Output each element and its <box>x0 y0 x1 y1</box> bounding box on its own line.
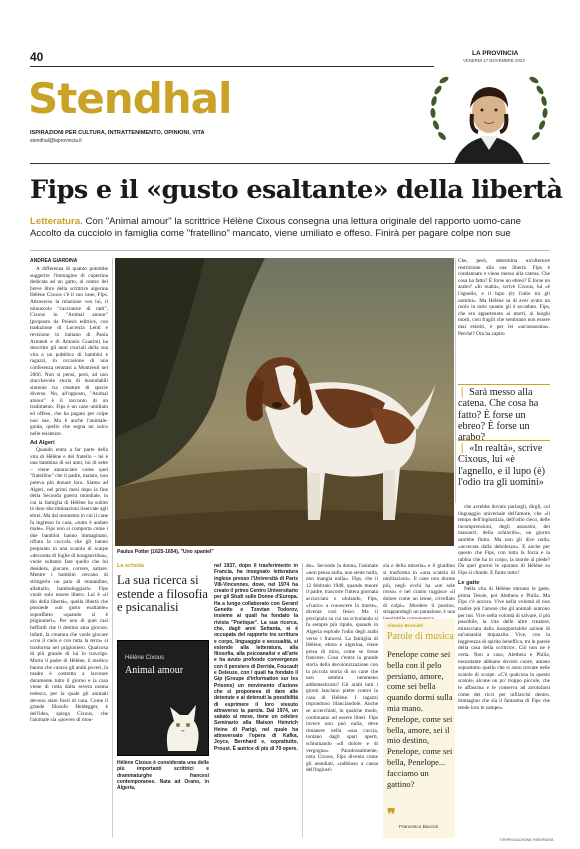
quote-bullet-icon: ❘ <box>458 387 467 398</box>
poem-title: Parole di musica <box>387 631 454 642</box>
book-cover <box>117 640 209 756</box>
col-right-subhead: Le gatte <box>458 579 480 586</box>
poem-text: Penelope come sei bella con il pelo persiano, amore, come sei bella quando dormi sulla mia mano. Penelope, come sei bella, amore, sei il mio destino, Penelope, come sei bella, Penelope... facciamo un gattino? <box>387 649 453 789</box>
poem-kicker: Alessio Brunialti <box>387 623 424 628</box>
article-column-1 <box>30 266 108 838</box>
scheda-title: La sua ricerca si estende a filosofia e psicanalisi <box>117 573 208 614</box>
copyright-note: ©RIPRODUZIONE RISERVATA <box>500 838 554 842</box>
newspaper-name: LA PROVINCIA <box>472 50 519 57</box>
article-column-right-2 <box>458 504 550 838</box>
page-date: VENERDÌ 17 NOVEMBRE 2023 <box>463 58 525 63</box>
section-email: stendhal@laprovincia.it <box>30 138 82 144</box>
scheda-text: nel 1937, dopo il trasferimento in Francia, ha insegnato letteratura inglese presso l'Università di Paris VIII-Vincennes, dove, nel 1974 ha creato il primo Centro Universitario per gli Studi sulle Donne d'Europa. Ha a lungo collaborato con Gerard Genette e Tzevtan Todorov, insieme ai quali ha fondato la rivista "Poetique". La sua ricerca, che, dagli anni Settanta, si è occupata del rapporto tra scrittura e corpo, linguaggio e sessualità, si estende alla letteratura, alla filosofia, alla psicoanalisi e all'arte e ha avuto profonde convergenze con il pensiero di Derrida, Foucault e Deleuze, con i quali ha fondato il Gip (Groupe d'information sur les Prisons) un movimento d'azione che si proponeva di dare alle detenute e ai detenuti la possibilità di esprimere il loro vissuto attraverso la parola. Dal 1974, un sabato al mese, tiene un celebre Seminario alla Maison Heinrich Heine di Parigi, nel quale ha attraversato l'opera di Kafka, Joyce, Bernhard e, soprattutto, Proust. È autrice di più di 70 opere. <box>214 563 298 752</box>
book-author: Hélène Cixous <box>125 655 165 661</box>
standfirst-text: Con "Animal amour" la scrittrice Hélène Cixous consegna una lettura originale del rapporto uomo-cane Accolto da cucciolo in famiglia come "fratellino" mancato, viene umiliato e offeso. Finirà per pagare colpe non sue <box>30 216 522 239</box>
quote-bullet-icon: ❘ <box>458 443 467 454</box>
painting-spaniel <box>115 258 454 546</box>
col1-text-2: Quando entra a far parte della vita di Hélène e del fratello – lei è una bambina di sei anni, lui di sette – viene annunciato come quel "fratellino" che il padre, malato, non poteva più donare loro. Siamo ad Algeri, nei primi mesi dopo la fine della Seconda guerra mondiale, in cui la famiglia di Hélène ha subito le dure discriminazioni riservate agli ebrei. Ma dal momento in cui il cane fa ingresso in casa, «tutto è andato male». Fips non si comporta come i due bambini hanno immaginato, rifiuta la coccola che gli hanno preparato in una scatola di scarpe «decorata di foglie di bouganvillea», vuole soltanto fare quello che lui desidera, giocare, correre, saltare. Mentre i bambini cercano di stringerlo un paio di mutandine, allattarlo, bamboleggiarlo. Fips vuole solo essere libero. Lui è «il dio della libertà», quella libertà che possiede «un gusto esaltante» sopraffatto «quando si è prigionieri». Per uno di quei casi beffardi che il destino ama giocare, infatti, la creatura che vuole giocare «con il cielo e con tutta la terra» si trasforma nel prigioniero. Qualcosa di più grande di lui lo travolge. Morto il padre di Hélène, il medico buono che curava gli arabi poveri, la madre è costretta a lavorare duramente tutto il giorno e la casa viene di rotta dalla severa nonna tedesca, per la quale gli animali devono stare fuori di casa. Come il grande filosofo Heidegger, è dell'idea, spiega Cixous, che l'animale sia «povero di mon- <box>30 447 108 724</box>
poem-signature: Francesco Baccini <box>399 825 439 830</box>
article-standfirst <box>30 216 550 240</box>
section-title: Stendhal <box>28 74 232 123</box>
book-caption: Hélène Cixous è considerata una delle più importanti scrittrici e drammaturghe francesi contemporanee. Nata ad Orano, in Algeria, <box>117 760 209 792</box>
article-column-mid-2: zia e della miseria» e il giardino si trasforma in «una scatola di umiliazioni». Il cane non dorme più, negli occhi ha «un sole rosso» e nel cranio ruggisce «il dolore come un leone, crivellato di colpi». Mordere il postino, strappandogli un pantalone, è una <box>383 563 455 616</box>
pull-quote-1 <box>458 384 550 443</box>
photo-caption: Paulus Potter (1625-1654), "Uno spaniel" <box>117 549 214 555</box>
col-right-text-3: Nella vita di Hélène entrano le gatte, prima Tessie, poi Aletheia e Philia. Ma Fips c'è ancora. Vive nella volontà di non tradire più l'amore che gli animali nutrono per noi. Vive nella volontà di salvare, il più possibile, la vita delle altre creature, minacciata dalla insopportabile azione di un'umanità impazzita. Vive, con la leggerezza di spirito beneffica, tra le parole della casa della scrittrice. Ciò non ne è certa. Non a caso, Aletheia e Philia, nonostante abbiano dovuto cuore, amano soprattutto quello che si sono trovate nelle scatole di scarpe. «C'è qualcosa in questo scatole, alcune un po' troppo piccole, che le affascina e le conserva ad arrotolarsi come dei ricci per infilarcisi dentro. Immagino che sia il fantasma di Fips che tende loro le zampe». <box>458 586 550 711</box>
scheda-label: La scheda <box>117 563 144 569</box>
article-column-mid-1: do». Secondo la donna, l'animale «non pensa nulla, non sente nulla, non mangia nulla». Fips, che il 12 febbraio 1948, quando muore il padre, trascorre l'intera giornata accucciato e ululando, Fips, «l'unico a conoscere la morte», diventa così fesso. Ma il precipizio su cui sta scivolando si fa sempre più ripido, quando in Algeria esplode l'odio degli arabi verso i francesi. La famiglia di Hélène, ebrea e algerina, viene presa di mira, come se fosse francese. Cosa c'entra la grande storia della decolonizzazione con la piccola storia di un cane che non sembra nemmeno addomesticato? Gli arabi tutti i giorni lanciano pietre contro la casa di Hélène. I ragazzi rispondono rilanciandole. Anche se accerchiati, in qualche modo, continuano ad essere liberi. Fips invece non può nulla, deve rimanere nella «sua cuccia, lontano dagli spari aperti, schiumando «di dolore e di vergogna». Paradossalmente, nota Cixous, Fips diventa come gli assediati, «rabbioso a causa dell'ingiusti- <box>306 563 378 774</box>
book-title: Animal amour <box>125 665 184 676</box>
quote-mark-icon: ❞ <box>387 807 396 824</box>
stendhal-portrait <box>424 70 554 164</box>
article-kicker: Letteratura. <box>30 216 83 227</box>
author-name: ANDREA GIARDINA <box>30 258 78 264</box>
article-column-right: Che, però, determina un'ulteriore restrizione alla sua libertà. Fips è condannato e viene messo alla catena. Che cosa ha fatto? È forse un ebreo? È forse un arabo? «In realtà», scrive Cixous, lui «è l'agnello, e il lupo (è) l'odio tra gli uomini». Ma Hélène sa di aver avuto un ruolo in tutto quanto gli è accaduto. Fips, che era appartenuto ai morti, ai luoghi morti, così fragili che sembrano non essere mai esistiti, è per lei «un'assassina». Perché? Ora ha capito <box>458 258 550 337</box>
pull-quote-2-text: «In realtà», scrive Cixous, lui «è l'agnello, e il lupo (è) l'odio tra gli uomini» <box>458 443 545 488</box>
col-right-text-2: che avrebbe dovuto parlargli, dirgli, col linguaggio universale dell'amore, che «il tempo dell'ingiustizia, dell'odio cieco, delle incomprensioni, degli assassini, dei massacri, della schiavitù», un giorno sarebbe finito. Ma non gli dice nulla, «accecata dalla debolezza». E anche per questo che Fips, con tutta la forza e la rabbia che ha in corpo, la morde al piede? Da quel giorno le sparano di Hélène su Fips si chiude. E finito tutto? <box>458 504 550 576</box>
section-tagline: ISPIRAZIONI PER CULTURA, INTRATTENIMENTO, OPINIONI, VITA <box>30 130 205 136</box>
col1-text: A differenza di quanto potrebbe suggerire l'immagine di copertina dedicata ad un gatto, al centro del breve libro della scrittrice algerina Hélène Cixous c'è il suo cane, Fips. Attraverso la relazione con lui, il minuscolo "cacciatore di ratti", Cixous in "Animal amour" (proposto da Poiesis editrice, con traduzione di Lucrezia Lenti e revisione in italiano di Paola Armenti e di Antonio Guarini) ha descritto gli anni cruciali della sua vita a un pubblico di bambini e ragazzi, in occasione di una conferenza tenutasi a Montreuil nel 2006. Non si pensi, però, ad uno stucchevole storia di insondabili sintonie tra creature di specie diverse. No, all'opposto, "Animal amour" è il racconto di un tradimento. Fips è un cane umiliato ed offeso, che ha pagato per colpe non sue. Ma è anche l'animale-guida, quello che segna un solco nelle esistenze. <box>30 266 108 437</box>
poem-box <box>383 619 455 838</box>
col1-subhead: Ad Algeri <box>30 440 55 447</box>
page-number: 40 <box>30 50 44 64</box>
cat-illustration <box>158 699 204 751</box>
pull-quote-1-text: Sarà messo alla catena. Che cosa ha fatto? È forse un ebreo? È forse un arabo? <box>458 387 539 444</box>
pull-quote-2 <box>458 440 550 488</box>
article-headline: Fips e il «gusto esaltante» della libertà <box>30 175 563 205</box>
